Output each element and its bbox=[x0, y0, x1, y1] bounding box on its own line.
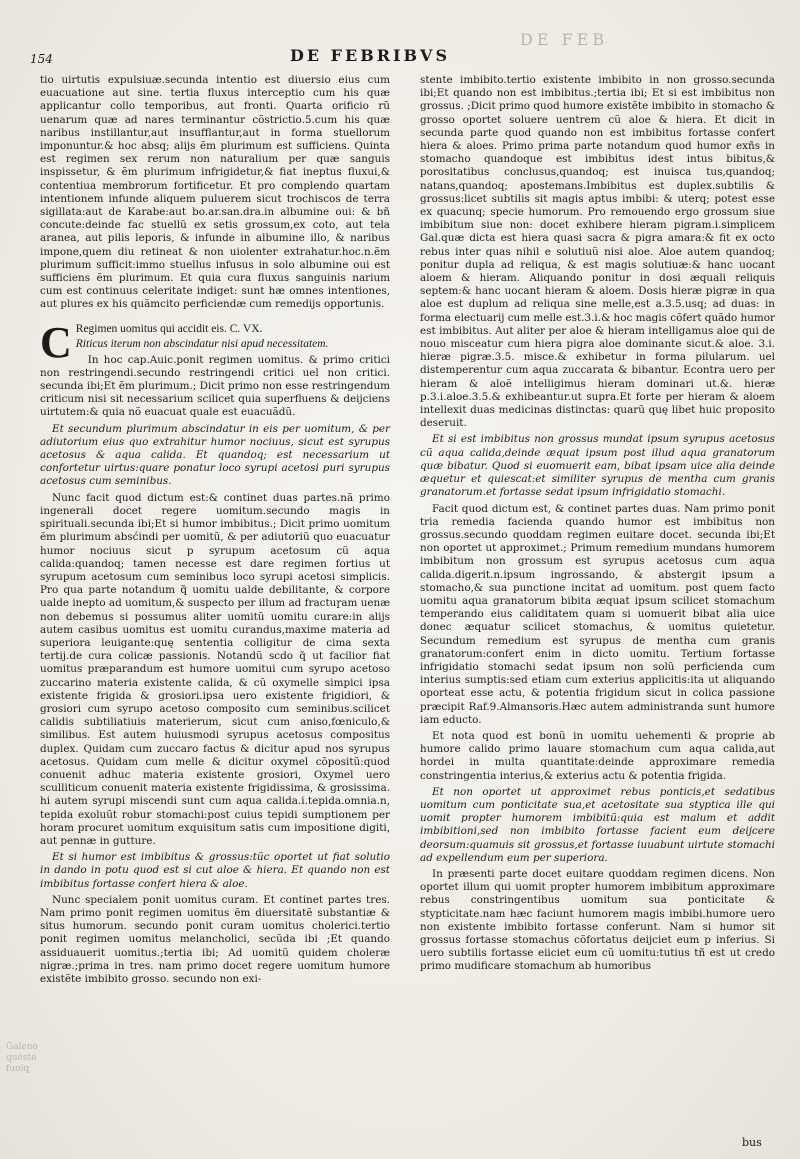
paragraph: stente imbibito.tertio existente imbibito in non grosso.secunda ibi;Et quando non est imbibitus.;tertia ibi; Et si est imbibitus non grossus. ;Dicit primo quod humore existẽte imbibito in stomacho & grosso oportet soluere uentrem cũ aloe & hiera. Et dicit in secunda parte quod quando non est imbibitus fortasse confert hiera & aloes. Primo prima parte notandum quod humor exñs in stomacho quandoque est imbibitus idest intus bibitus,& porositatibus conclusus,quandoq; est inuisca tus,quandoq; natans,quandoq; apostemans.Imbibitus est duplex.subtilis & grossus:licet subtilis sit magis aptus imbibi: & uterq; potest esse ex quacunq; specie humorum. Pro remouendo ergo grossum siue imbibitum siue non: docet exhibere hieram pigram.i.simplicem Gal.quæ dicta est hiera quasi sacra & pigra amara:& fit ex octo rebus inter quas nihil e solutiuũ nisi aloe. Aloe autem quandoq; ponitur dupla ad reliqua, & est magis solutiuæ:& hanc uocant aloem & hieram. Aliquando ponitur in dosi æquali reliquis septem:& hanc uocant hieram & aloem. Dosis hieræ pigræ in qua aloe est duplum ad reliqua sine melle,est a.3.5.usq; ad duas: in forma electuarij cum melle est.3.i.& hoc magis cõfert quãdo humor est imbibitus. Aut aliter per aloe & hieram intelligamus aloe qui de nouo misceatur cum hiera pigra aloe dominante sicut.& aloe. 3.i. hieræ pigræ.3.5. misce.& exhibetur in forma pilularum. uel distemperentur cum aqua zuccarata & bibantur. Econtra uero per hieram & aloẽ intelligimus hieram dominari ut.&. hieræ p.3.i.aloe.3.5.& exhibeantur.ut supra.Et forte per hieram & aloem intellexit duas medicinas distinctas: quarũ quę libet huic proposito deseruit. bbox=[420, 74, 776, 430]
lemma-paragraph: Et non oportet ut approximet rebus ponticis,et sedatibus uomitum cum ponticitate sua,et acetositate sua styptica ille qui uomit propter humorem imbibitũ:quia est malum et addit imbibitioni,sed non imbibito fortasse facient eum deijcere deorsum:quamuis sit grossus,et fortasse iuuabunt uirtute stomachi ad expellendum eum per superiora. bbox=[420, 785, 775, 864]
paragraph: Et nota quod est bonũ in uomitu uehementi & proprie ab humore calido primo lauare stomachum cum aqua calida,aut hordei in multa quantitate:deinde approximare remedia constringentia interius,& exterius actu & potentia frigida. bbox=[420, 729, 775, 782]
right-column bbox=[420, 74, 775, 977]
paragraph: In hoc cap.Auic.ponit regimen uomitus. & primo critici non restringendi.secundo restringendi critici uel non critici. secunda ibi;Et ẽm plurimum.; Dicit primo non esse restringendum criticum nisi sit necessarium scilicet quia superfluens & deijciens uirtutem:& quia nõ euacuat quale est euacuãdũ. bbox=[40, 353, 390, 419]
paragraph: Facit quod dictum est, & continet partes duas. Nam primo ponit tria remedia facienda quando humor est imbibitus non grossus.secundo quoddam regimen euitare docet. secunda ibi;Et non oportet ut approximet.; Primum remedium mundans humorem imbibitum non grossum est syrupus acetosus cum aqua calida.digerit.n.ipsum ingrossando, & abstergit ipsum a stomacho,& sua punctione incitat ad uomitum. post quem facto uomitu aqua granatorum bibita æquat ipsum scilicet stomachum temperando eius caliditatem quam si uomuerit bibat alia uice donec æquatur scilicet stomachus, & uomitus quietetur. Secundum remedium est syrupus de mentha cum granis granatorum:confert enim in dicto uomitu. Tertium fortasse infrigidatio stomachi sedat ipsum non solũ perficienda cum interius sumptis:sed etiam cum exterius applicitis:ita ut aliquando oporteat esse actu, & potentia frigidum sicut in colica passione præcipit Raf.9.Almansoris.Hæc autem administranda sunt humore iam educto. bbox=[420, 502, 775, 726]
page-number: 154 bbox=[30, 52, 53, 66]
running-head: DE FEBRIBVS bbox=[290, 46, 450, 65]
chapter-lemma: Riticus iterum non abscindatur nisi apud necessitatem. bbox=[75, 337, 329, 350]
catchword: bus bbox=[742, 1136, 762, 1149]
paragraph: Nunc facit quod dictum est:& continet duas partes.nã primo ingenerali docet regere uomitum.secundo magis in spirituali.secunda ibi;Et si humor imbibitus.; Dicit primo uomitum ẽm plurimum absćindi per uomitũ, & per adiutoriũ quo euacuatur humor nociuus sicut p syrupum acetosum cũ aqua calida:quandoq; tamen necesse est dare regimen fortius ut syrupum acetosum cum seminibus loco syrupi acetosi simplicis. Pro qua parte notandum q̃ uomitu ualde debilitante, & corpore ualde inepto ad uomitum,& suspecto per illum ad fractuɼam uenæ non debemus si possumus aliter uomitũ uomitu curare:in alijs autem casibus uomitus est uomitu curandus,maxime materia ad superiora leuigante:quę sententia colligitur de cima sexta tertij.de cura colicæ passionis. Notandũ scdo q̃ ut facilior fiat uomitus præparandum est humore uomitui cum syrupo acetoso zuccarino materia existente calida, & cũ oxymelle simpici ipsa existente frigida & grosiori.ipsa uero existente frigidiori, & grosiori cum syrupo acetoso composito cum seminibus.scilicet calidis subtiliatiuis materierum, sicut cum aniso,fœniculo,& similibus. Est autem huiusmodi syrupus acetosus compositus duplex. Quidam cum zuccaro factus & dicitur apud nos syrupus acetosus. Quidam cum melle & dicitur oxymel cõpositũ:quod conuenit adhuc materia existente grosiori, Oxymel uero sculliticum conuenit materia existente frigidissima, & grosissima. hi autem syrupi miscendi sunt cum aqua calida.i.tepida.omnia.n, tepida exoluũt robur stomachi:post cuius tepidi sumptionem per horam procuret uomitum exquisitum satis cum impositione digiti, aut pennæ in gutture. bbox=[40, 491, 390, 847]
bleed-through-head: DE FEB bbox=[520, 30, 609, 49]
drop-capital: C bbox=[40, 317, 72, 367]
paragraph: In præsenti parte docet euitare quoddam regimen dicens. Non oportet illum qui uomit propter humorem imbibitum approximare rebus constringentibus uomitum sua ponticitate & stypticitate.nam hæc faciunt humorem magis imbibi.humore uero non existente imbibito fortasse conferunt. Nam si humor sit grossus fortasse stomachus cõfortatus deijciet eum p inferius. Si uero subtilis fortasse eiiciet eum cũ uomitu:tutius tñ est ut credo primo mudificare stomachum ab humoribus bbox=[420, 867, 775, 973]
paragraph: Nunc specialem ponit uomitus curam. Et continet partes tres. Nam primo ponit regimen uomitus ẽm diuersitatẽ substantiæ & situs humorum. secundo ponit curam uomitus cholerici.tertio ponit regimen uomitus melancholici, secũda ibi ;Et quando assiduauerit uomitus.;tertia ibi; Ad uomitũ quidem choleræ nigræ.;prima in tres. nam primo docet regere uomitum humore existẽte imbibito grosso. secundo non exi- bbox=[40, 893, 390, 985]
lemma-paragraph: Et si est imbibitus non grossus mundat ipsum syrupus acetosus cũ aqua calida,deinde æquat ipsum post illud aqua granatorum quæ bibatur. Quod si euomuerit eam, bibat ipsam uice alia deinde æquetur et quiescat:et similiter syrupus de mentha cum granis granatorum.et fortasse sedat ipsum infrigidatio stomachi. bbox=[420, 433, 775, 499]
chapter-heading bbox=[40, 317, 390, 367]
lemma-paragraph: Et si humor est imbibitus & grossus:tũc oportet ut fiat solutio in dando in potu quod est si cut aloe & hiera. Et quando non est imbibitus fortasse confert hiera & aloe. bbox=[40, 851, 390, 890]
bleed-through-margin: Galeno queste fuoiq bbox=[6, 1042, 38, 1074]
chapter-title: Regimen uomitus qui accidit eis. C. VX. bbox=[75, 322, 263, 335]
lemma-paragraph: Et secundum plurimum abscindatur in eis per uomitum, & per adiutorium eius quo extrahitur humor nociuus, sicut est syrupus acetosus & aqua calida. Et quandoq; est necessarium ut confortetur uirtus:quare ponatur loco syrupi acetosi puri syrupus acetosus cum seminibus. bbox=[40, 422, 390, 488]
left-column bbox=[40, 74, 390, 989]
paragraph: tio uirtutis expulsiuæ.secunda intentio est diuersio eius cum euacuatione aut sine. tertia fluxus interceptio cum his quæ applicantur collo temporibus, aut fronti. Quarta orificio rũ uenarum quæ ad nares terminantur cõstrictio.5.cum his quæ naribus instillantur,aut insufflantur,aut in forma stuellorum imponuntur.& hoc absq; alijs ẽm plurimum est sufficiens. Quinta est regimen sex rerum non naturalium per quæ sanguis inspissetur, & ẽm plurimum infrigidetur,& fiat ineptus fluxui,& contentiua membrorum fortificetur. Et pro complendo quartam intentionem infunde aliquem puluerem sicut trochiscos de terra sigillata:aut de Karabe:aut bo.ar.san.dra.in albumine oui: & bñ concute:deinde fac stuellũ ex setis grossum,ex coto, aut tela aranea, aut pilis leporis, & infunde in albumine illo, & naribus impone,quem diu retineat & non uiolenter extrahatur.hoc.n.ẽm plurimum sufficit:immo stuellus infusus in solo albumine oui est sufficiens ẽm plurimum. Et quia cura fluxus sanguinis narium cum est continuus celeritate indiget: sunt hæ omnes intentiones, aut plures ex his quãmcito perficiendæ cum remedijs opportunis. bbox=[40, 74, 390, 311]
